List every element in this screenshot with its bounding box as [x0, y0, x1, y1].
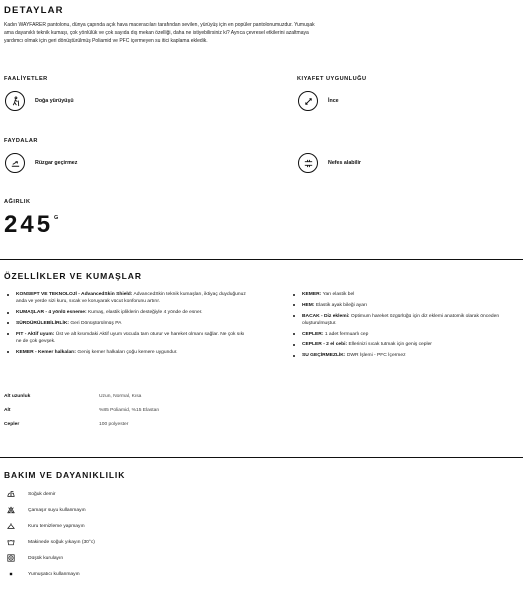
features-right-list — [290, 291, 520, 363]
spec-key: Alt uzunluk — [4, 394, 31, 399]
spec-key: Cepler — [4, 422, 20, 427]
care-label: Yumuşatıcı kullanmayın — [28, 571, 80, 577]
spec-value: 100 polyester — [99, 422, 129, 427]
list-item: KONSEPT VE TEKNOLOJİ - AdvancedSkin Shield: AdvancedSkin teknik kumaşları, iktiyaç duyduğunuz anda ve yerde sizi kuru, sıcak ve koruyarak vücut konforunu artırır. — [4, 291, 248, 305]
care-label: Makinede soğuk yıkayın (30°c) — [28, 539, 95, 545]
spec-value: %85 Poliamid, %15 Elastan — [99, 408, 160, 413]
list-item: CEPLER: 1 adet fermuarlı cep — [290, 331, 520, 338]
features-left-list — [4, 291, 248, 359]
list-item: SU GEÇİRMEZLİK: DWR İşlemi - PFC İçermez — [290, 352, 520, 359]
tumble-dry-low-icon — [6, 553, 16, 563]
iron-low-icon — [6, 489, 16, 499]
details-line-2: ama dayanıklı teknik kumaşı, çok yönlülük ve çok sayıda dış mekan özelliği, daha ne istiyebilirsiniz ki? Ayrıca çevresel etkilerini azaltmaya — [4, 30, 309, 36]
care-label: Çamaşır suyu kullanmayın — [28, 507, 86, 513]
weight-display — [4, 213, 58, 237]
no-bleach-icon — [6, 505, 16, 515]
details-line-1: Kadın WAYFARER pantolonu, dünya çapında açık hava maceracıları tarafından sevilen, yürüyüş için en popüler pantolonumuzdur. Yumuşak — [4, 22, 315, 28]
list-item: KEMER: Yarı elastik bel — [290, 291, 520, 298]
care-item — [6, 488, 55, 500]
care-item — [6, 568, 80, 580]
care-title: BAKIM VE DAYANIKLILIK — [4, 470, 126, 480]
details-line-3: yardımcı olmak için geri dönüştürülmüş Poliamid ve PFC içermeyen su itici kaplama ekledik. — [4, 38, 208, 44]
list-item: CEPLER - 2 el cebi: Ellerinizi sıcak tutmak için geniş cepler — [290, 341, 520, 348]
care-item — [6, 552, 63, 564]
divider — [0, 259, 523, 260]
list-item: KUMAŞLAR - 4 yönlü esneme: Kumaş, elastik ipliklerin desteğiyle 4 yönde de esner. — [4, 309, 248, 316]
weight-label: AĞIRLIK — [4, 199, 31, 205]
fit-label: KIYAFET UYGUNLUĞU — [297, 76, 367, 82]
weight-value: 245 — [4, 211, 54, 238]
activities-label: FAALİYETLER — [4, 76, 48, 82]
details-title: DETAYLAR — [4, 5, 64, 16]
care-item — [6, 504, 86, 516]
care-label: Kuru temizleme yapmayın — [28, 523, 85, 529]
weight-unit: G — [54, 215, 59, 221]
slim-fit-icon — [298, 91, 318, 111]
list-item: FIT - Aktif uyum: Üst ve alt kısımdaki Aktif uyum vücuda tam oturur ve hareket olmanı sağlar. Ne çok sıkı ne de çok gevşek. — [4, 331, 248, 345]
spec-value: Uzun, Normal, Kısa — [99, 394, 142, 399]
list-item: BACAK - Diz eklemi: Optimum hareket özgürlüğü için diz eklemi anatomik olarak önceden oluşturulmuştur. — [290, 313, 520, 327]
care-item — [6, 536, 95, 548]
list-item: KEMER - Kemer halkaları: Geniş kemer halkaları çoğu kemere uygundur. — [4, 349, 248, 356]
divider — [0, 457, 523, 458]
fit-item: İnce — [328, 98, 339, 104]
list-item: HEM: Elastik ayak bileği ayarı — [290, 302, 520, 309]
details-description — [4, 21, 519, 45]
hiking-icon — [5, 91, 25, 111]
benefits-item-1: Rüzgar geçirmez — [35, 160, 78, 166]
windproof-icon — [5, 153, 25, 173]
no-dry-clean-icon — [6, 521, 16, 531]
spec-key: Alt — [4, 408, 11, 413]
machine-wash-30-icon — [6, 537, 16, 547]
activities-item: Doğa yürüyüşü — [35, 98, 74, 104]
features-title: ÖZELLİKLER VE KUMAŞLAR — [4, 271, 142, 281]
care-item — [6, 520, 85, 532]
no-softener-icon — [6, 569, 16, 579]
benefits-item-2: Nefes alabilir — [328, 160, 361, 166]
care-label: Düşük kurulayın — [28, 555, 64, 561]
breathable-icon — [298, 153, 318, 173]
benefits-label: FAYDALAR — [4, 138, 38, 144]
list-item: SÜRDÜRÜLEBİLİRLİK: Geri Dönüştürülmüş PA — [4, 320, 248, 327]
care-label: Soğuk demir — [28, 491, 56, 497]
